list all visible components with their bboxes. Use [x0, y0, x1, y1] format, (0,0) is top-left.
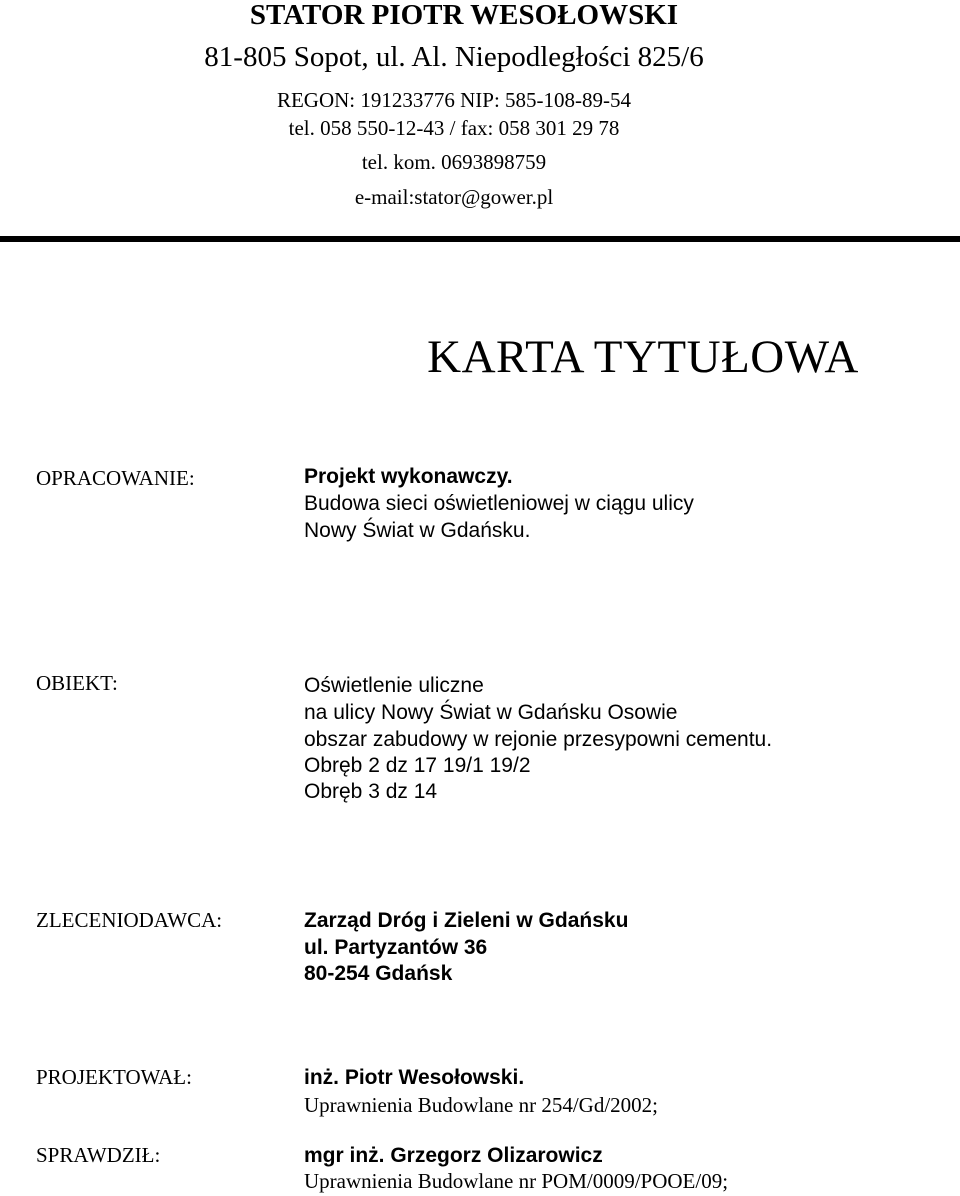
zleceniodawca-line: ul. Partyzantów 36	[304, 936, 488, 959]
page-title: KARTA TYTUŁOWA	[427, 331, 859, 383]
zleceniodawca-label: ZLECENIODAWCA:	[36, 908, 223, 932]
sprawdzil-label: SPRAWDZIŁ:	[36, 1143, 161, 1167]
sprawdzil-license: Uprawnienia Budowlane nr POM/0009/POOE/09;	[304, 1169, 729, 1193]
opracowanie-line: Nowy Świat w Gdańsku.	[304, 519, 531, 542]
projektowal-license: Uprawnienia Budowlane nr 254/Gd/2002;	[304, 1093, 659, 1117]
obiekt-line: obszar zabudowy w rejonie przesypowni cementu.	[304, 728, 773, 751]
opracowanie-label: OPRACOWANIE:	[36, 466, 195, 490]
email-address: e-mail:stator@gower.pl	[354, 185, 554, 209]
zleceniodawca-line: Zarząd Dróg i Zieleni w Gdańsku	[304, 909, 629, 932]
regon-nip: REGON: 191233776 NIP: 585-108-89-54	[276, 88, 632, 112]
phone-fax: tel. 058 550-12-43 / fax: 058 301 29 78	[288, 116, 620, 140]
obiekt-line: Obręb 3 dz 14	[304, 780, 438, 803]
company-name: STATOR PIOTR WESOŁOWSKI	[249, 0, 679, 31]
company-address: 81-805 Sopot, ul. Al. Niepodległości 825/6	[204, 41, 704, 73]
obiekt-line: Obręb 2 dz 17 19/1 19/2	[304, 754, 531, 777]
obiekt-line: Oświetlenie uliczne	[304, 674, 484, 697]
projektowal-label: PROJEKTOWAŁ:	[36, 1065, 192, 1089]
header-divider	[0, 236, 960, 242]
mobile-phone: tel. kom. 0693898759	[361, 150, 547, 174]
obiekt-line: na ulicy Nowy Świat w Gdańsku Osowie	[304, 701, 678, 724]
zleceniodawca-line: 80-254 Gdańsk	[304, 962, 453, 985]
sprawdzil-name: mgr inż. Grzegorz Olizarowicz	[304, 1144, 603, 1167]
opracowanie-line: Projekt wykonawczy.	[304, 465, 513, 488]
opracowanie-line: Budowa sieci oświetleniowej w ciągu ulicy	[304, 492, 694, 515]
projektowal-name: inż. Piotr Wesołowski.	[304, 1066, 525, 1089]
obiekt-label: OBIEKT:	[36, 671, 118, 695]
